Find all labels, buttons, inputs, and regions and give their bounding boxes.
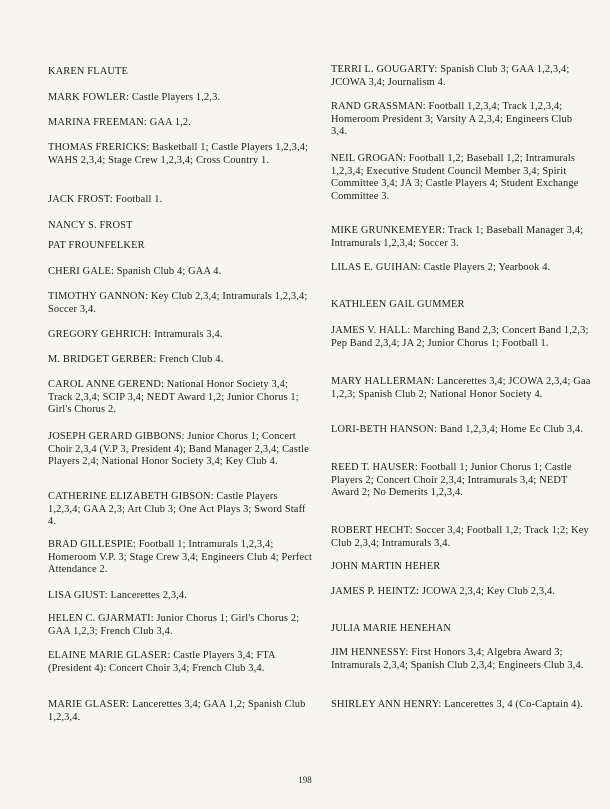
senior-entry: JOHN MARTIN HEHER bbox=[331, 561, 441, 572]
senior-entry: REED T. HAUSER: Football 1; Junior Chorus 1; Castle Players 2; Concert Choir 2,3,4; Intramurals 3,4; NEDT Award 2; No Demerits 1,2,3,4. bbox=[331, 462, 572, 499]
senior-entry: JOSEPH GERARD GIBBONS: Junior Chorus 1; Concert Choir 2,3,4 (V.P 3, President 4); Band Manager 2,3,4; Castle Players 2,4; National Honor Society 3,4; Key Club 4. bbox=[48, 431, 309, 468]
senior-entry: TERRI L. GOUGARTY: Spanish Club 3; GAA 1,2,3,4; JCOWA 3,4; Journalism 4. bbox=[331, 64, 570, 88]
senior-entry: SHIRLEY ANN HENRY: Lancerettes 3, 4 (Co-Captain 4). bbox=[331, 699, 583, 710]
senior-entry: KAREN FLAUTE bbox=[48, 66, 129, 77]
senior-entry: CAROL ANNE GEREND: National Honor Society 3,4; Track 2,3,4; SCIP 3,4; NEDT Award 1,2; Junior Chorus 1; Girl's Chorus 2. bbox=[48, 379, 299, 416]
senior-entry: TIMOTHY GANNON: Key Club 2,3,4; Intramurals 1,2,3,4; Soccer 3,4. bbox=[48, 291, 308, 315]
senior-entry: THOMAS FRERICKS: Basketball 1; Castle Players 1,2,3,4; WAHS 2,3,4; Stage Crew 1,2,3,4; Cross Country 1. bbox=[48, 142, 309, 166]
senior-entry: MARINA FREEMAN: GAA 1,2. bbox=[48, 117, 192, 128]
senior-entry: ELAINE MARIE GLASER: Castle Players 3,4; FTA (President 4): Concert Choir 3,4; French Club 3,4. bbox=[48, 650, 276, 674]
senior-entry: JAMES V. HALL: Marching Band 2,3; Concert Band 1,2,3; Pep Band 2,3,4; JA 2; Junior Chorus 1; Football 1. bbox=[331, 325, 589, 349]
senior-entry: BRAD GILLESPIE: Football 1; Intramurals 1,2,3,4; Homeroom V.P. 3; Stage Crew 3,4; Engineers Club 4; Perfect Attendance 2. bbox=[48, 539, 313, 576]
senior-entry: KATHLEEN GAIL GUMMER bbox=[331, 299, 465, 310]
senior-entry: LISA GIUST: Lancerettes 2,3,4. bbox=[48, 590, 188, 601]
senior-entry: MARY HALLERMAN: Lancerettes 3,4; JCOWA 2,3,4; Gaa 1,2,3; Spanish Club 2; National Honor Society 4. bbox=[331, 376, 591, 400]
senior-entry: MIKE GRUNKEMEYER: Track 1; Baseball Manager 3,4; Intramurals 1,2,3,4; Soccer 3. bbox=[331, 225, 584, 249]
senior-entry: MARK FOWLER: Castle Players 1,2,3. bbox=[48, 92, 221, 103]
senior-entry: NANCY S. FROST bbox=[48, 220, 133, 231]
senior-entry: ROBERT HECHT: Soccer 3,4; Football 1,2; Track 1;2; Key Club 2,3,4; Intramurals 3,4. bbox=[331, 525, 589, 549]
senior-entry: PAT FROUNFELKER bbox=[48, 240, 145, 251]
senior-entry: NEIL GROGAN: Football 1,2; Baseball 1,2; Intramurals 1,2,3,4; Executive Student Council Member 3,4; Spirit Committee 3,4; JA 3; Castle Players 4; Student Exchange Committee 3. bbox=[331, 153, 579, 202]
senior-entry: CATHERINE ELIZABETH GIBSON: Castle Players 1,2,3,4; GAA 2,3; Art Club 3; One Act Plays 3; Sword Staff 4. bbox=[48, 491, 306, 528]
senior-entry: JULIA MARIE HENEHAN bbox=[331, 623, 452, 634]
senior-entry: GREGORY GEHRICH: Intramurals 3,4. bbox=[48, 329, 223, 340]
senior-entry: LILAS E. GUIHAN: Castle Players 2; Yearbook 4. bbox=[331, 262, 551, 273]
senior-entry: CHERI GALE: Spanish Club 4; GAA 4. bbox=[48, 266, 222, 277]
senior-entry: MARIE GLASER: Lancerettes 3,4; GAA 1,2; Spanish Club 1,2,3,4. bbox=[48, 699, 306, 723]
page-number: 198 bbox=[298, 775, 312, 785]
senior-entry: JACK FROST: Football 1. bbox=[48, 194, 163, 205]
senior-entry: HELEN C. GJARMATI: Junior Chorus 1; Girl's Chorus 2; GAA 1,2,3; French Club 3,4. bbox=[48, 613, 300, 637]
senior-entry: RAND GRASSMAN: Football 1,2,3,4; Track 1,2,3,4; Homeroom President 3; Varsity A 2,3,4; Engineers Club 3,4. bbox=[331, 101, 573, 138]
senior-entry: M. BRIDGET GERBER: French Club 4. bbox=[48, 354, 224, 365]
senior-entry: LORI-BETH HANSON: Band 1,2,3,4; Home Ec Club 3,4. bbox=[331, 424, 584, 435]
senior-entry: JIM HENNESSY: First Honors 3,4; Algebra Award 3; Intramurals 2,3,4; Spanish Club 2,3,4; Engineers Club 3,4. bbox=[331, 647, 584, 671]
senior-entry: JAMES P. HEINTZ: JCOWA 2,3,4; Key Club 2,3,4. bbox=[331, 586, 556, 597]
